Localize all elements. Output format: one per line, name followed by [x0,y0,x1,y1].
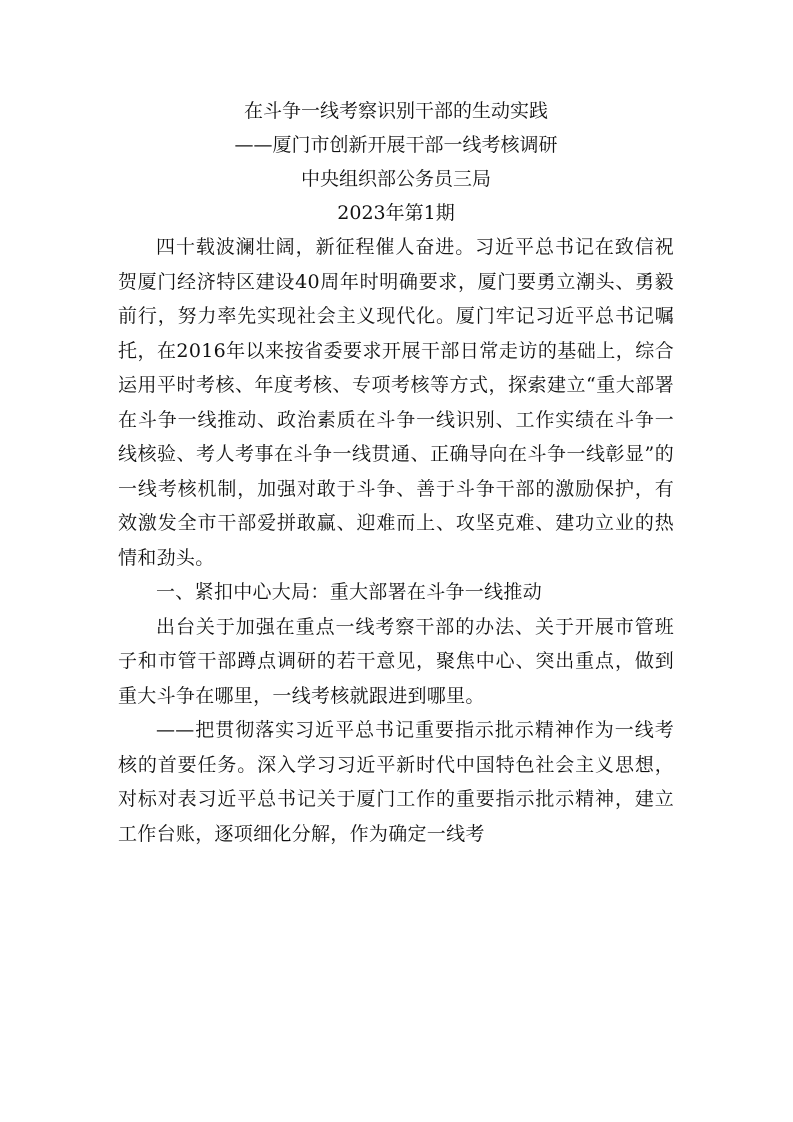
paragraph-section-body: 出台关于加强在重点一线考察干部的办法、关于开展市管班子和市管干部蹲点调研的若干意见，聚焦中心、突出重点，做到重大斗争在哪里，一线考核就跟进到哪里。 [118,615,674,707]
document-issue: 2023年第1期 [337,202,455,224]
section-heading: 一、紧扣中心大局：重大部署在斗争一线推动 [156,581,543,603]
document-body [118,94,674,851]
document-title: 在斗争一线考察识别干部的生动实践 [243,100,548,122]
document-subtitle: ——厦门市创新开展干部一线考核调研 [234,134,558,156]
paragraph-intro: 四十载波澜壮阔，新征程催人奋进。习近平总书记在致信祝贺厦门经济特区建设40周年时明确要求，厦门要勇立潮头、勇毅前行，努力率先实现社会主义现代化。厦门牢记习近平总书记嘱托，在2016年以来按省委要求开展干部日常走访的基础上，综合运用平时考核、年度考核、专项考核等方式，探索建立“重大部署在斗争一线推动、政治素质在斗争一线识别、工作实绩在斗争一线核验、考人考事在斗争一线贯通、正确导向在斗争一线彰显”的一线考核机制，加强对敢于斗争、善于斗争干部的激励保护，有效激发全市干部爱拼敢赢、迎难而上、攻坚克难、建功立业的热情和劲头。 [118,236,674,569]
paragraph-item: ——把贯彻落实习近平总书记重要指示批示精神作为一线考核的首要任务。深入学习习近平新时代中国特色社会主义思想，对标对表习近平总书记关于厦门工作的重要指示批示精神，建立工作台账，逐项细化分解，作为确定一线考 [118,719,674,845]
document-author: 中央组织部公务员三局 [300,168,491,190]
